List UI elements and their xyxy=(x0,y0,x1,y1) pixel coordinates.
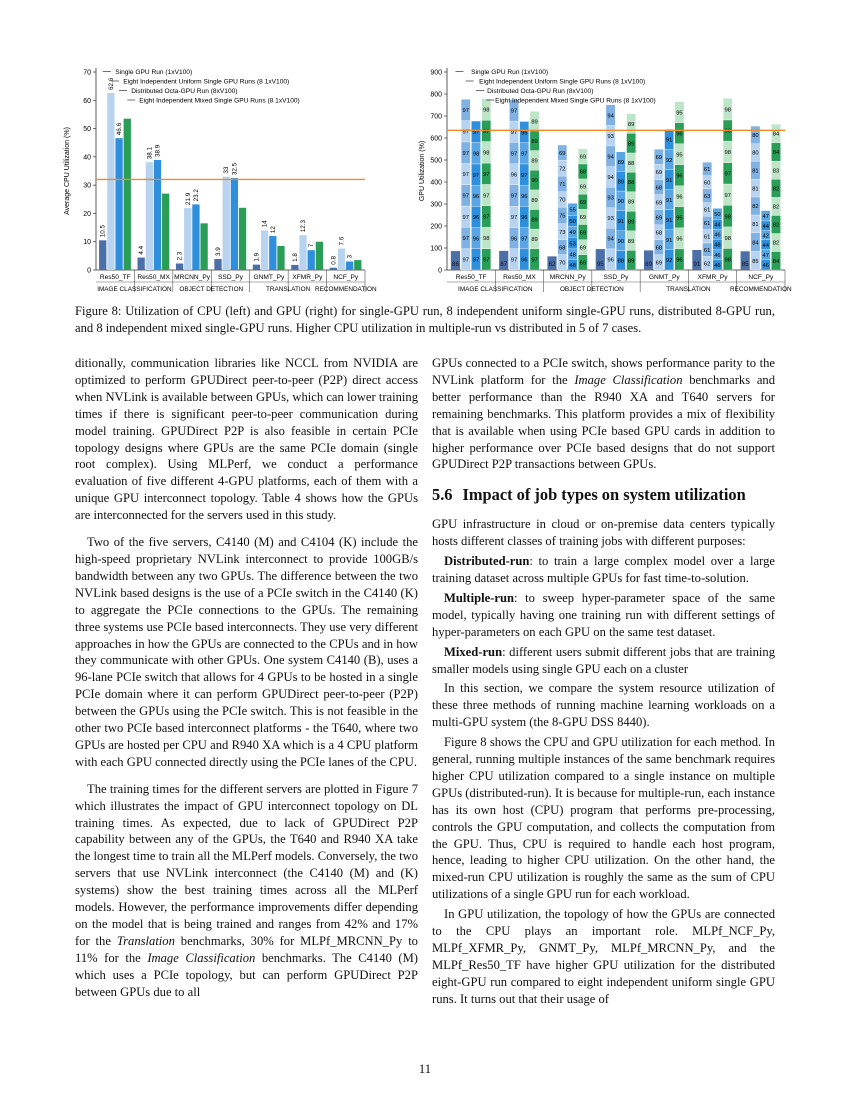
data-label: 97 xyxy=(510,129,518,136)
bar xyxy=(146,162,153,270)
data-label: 89 xyxy=(617,159,625,166)
data-label: 69 xyxy=(579,260,587,267)
data-label: 21.9 xyxy=(184,192,192,206)
data-label: 98 xyxy=(724,257,731,264)
bar xyxy=(184,208,191,270)
data-label: 2.3 xyxy=(176,251,184,261)
x-tick-label: Res50_TF xyxy=(99,274,131,281)
x-tick-label: SSD_Py xyxy=(603,274,629,281)
data-label: 98 xyxy=(724,214,731,221)
data-label: 68 xyxy=(655,245,663,252)
group-label: OBJECT DETECTION xyxy=(179,286,244,293)
data-label: 92 xyxy=(665,157,673,164)
y-tick-label: 400 xyxy=(430,179,442,187)
y-tick-label: 300 xyxy=(430,201,442,209)
data-label: 89 xyxy=(627,238,635,245)
data-label: 69 xyxy=(655,170,663,177)
data-label: 96 xyxy=(676,236,683,243)
data-label: 61 xyxy=(703,167,711,174)
paragraph: In this section, we compare the system resource utilization of these three methods of running machine learning workloads on a multi-GPU system (the 8-GPU DSS 8440). xyxy=(432,681,775,730)
paragraph: GPUs connected to a PCIe switch, shows performance parity to the NVLink platform for the Image Classification benchmarks and better performance than the R940 XA and T640 servers for remaining benchmarks. This platform provides a mix of flexibility that is available when using PCIe based GPU cards in addition to higher performance over PCIe based designs that do not support GPUDirect P2P transactions between GPUs. xyxy=(432,356,776,472)
data-label: 1.8 xyxy=(291,253,299,262)
x-tick-label: XFMR_Py xyxy=(292,274,323,281)
data-label: 94 xyxy=(607,236,614,243)
data-label: 97 xyxy=(483,214,490,221)
group-label: RECOMMENDATION xyxy=(730,286,792,293)
y-tick-label: 0 xyxy=(87,267,91,275)
y-axis-label: Average CPU Utilization (%) xyxy=(64,127,71,215)
bar xyxy=(277,246,284,270)
bar xyxy=(308,250,315,270)
data-label: 97 xyxy=(724,192,731,199)
data-label: 91 xyxy=(665,197,673,204)
bar xyxy=(253,265,260,270)
paragraph: Two of the five servers, C4140 (M) and C4104 (K) include the high-speed proprietary NVLink interconnect to provide 100GB/s bandwidth between any two GPUs. The difference between the two NVLink based designs is the use of a PCIe switch in the C4140 (K) to aggregate the PCIe connections to the GPUs. The remaining three systems use PCIe based interconnects. They use very different approaches in how the GPUs are connected to the CPUs and in how they communicate with other GPUs. One system C4140 (B), uses a 96-lane PCIe switch that allows for 4 GPUs to be hosted in a single PCIe domain where it can perform GPUDirect peer-to-peer (P2P) between the GPUs using the PCIe switch. This is not feasible in the other two PCIe based interconnect platforms - the T640, where two GPUs are hosted per CPU and R940 XA which is a 4 CPU platform with each GPU connected directly using the PCIe lanes of the CPU. xyxy=(75,535,418,769)
data-label: 98 xyxy=(483,107,490,114)
data-label: 50 xyxy=(714,212,721,219)
data-label: 91 xyxy=(665,177,673,184)
bar xyxy=(299,235,306,270)
x-tick-label: GNMT_Py xyxy=(648,274,680,281)
data-label: 91 xyxy=(693,261,701,268)
y-tick-label: 200 xyxy=(430,223,442,231)
bar xyxy=(162,194,169,270)
data-label: 97 xyxy=(510,257,518,264)
paragraph: The training times for the different servers are plotted in Figure 7 which illustrates the impact of GPU interconnect topology on DL training times. As expected, due to lack of GPUDirect P2P capability between any of the GPUs, the T640 and R940 XA take the longest time to train all the MLPerf models. Conversely, the two servers that use NVLink interconnect (the C4140 (M) and (K) systems) show the best training times across all the MLPerf models. However, the performance improvements differ depending on the model that is being trained and ranges from 42% and 17% for the Translation benchmarks, 30% for MLPf_MRCNN_Py to 11% for the Image Classification benchmarks. The C4140 (M) which uses a PCIe topology, but can perform GPUDirect P2P between GPUs due to all xyxy=(75,781,418,999)
data-label: 14 xyxy=(261,220,269,228)
data-label: 12.3 xyxy=(300,219,308,233)
bar xyxy=(354,260,361,270)
data-label: 62.6 xyxy=(107,77,115,90)
data-label: 90 xyxy=(617,199,625,206)
data-label: 98 xyxy=(483,236,490,243)
data-label: 72 xyxy=(559,166,566,173)
left-column xyxy=(75,355,418,1001)
y-axis-label: GPU Utilization (%) xyxy=(419,140,426,202)
x-tick-label: NCF_Py xyxy=(748,274,774,281)
bar xyxy=(176,263,183,270)
data-label: 48 xyxy=(569,262,576,269)
y-tick-label: 20 xyxy=(83,210,91,218)
bar xyxy=(261,230,268,270)
data-label: 68 xyxy=(655,230,663,237)
data-label: 94 xyxy=(607,154,614,161)
data-label: 46 xyxy=(762,263,769,270)
bar xyxy=(99,240,106,270)
data-label: 89 xyxy=(627,121,635,128)
data-label: 73 xyxy=(559,229,566,236)
data-label: 89 xyxy=(617,179,625,186)
data-label: 82 xyxy=(772,186,780,193)
data-label: 69 xyxy=(655,215,663,222)
bar xyxy=(138,258,145,270)
data-label: 97 xyxy=(724,171,731,178)
bar xyxy=(231,178,238,270)
data-label: 7 xyxy=(308,243,316,248)
data-label: 38.9 xyxy=(154,144,162,157)
data-label: 82 xyxy=(752,204,759,211)
data-label: 96 xyxy=(521,194,528,201)
bar xyxy=(214,259,221,270)
definition-distributed-run: Distributed-run: to train a large complex model over a large training dataset across multiple GPUs for fast time-to-solution. xyxy=(432,554,775,585)
data-label: 61 xyxy=(703,207,711,214)
data-label: 87 xyxy=(500,261,508,268)
data-label: 69 xyxy=(579,154,587,161)
data-label: 96 xyxy=(510,236,518,243)
data-label: 97 xyxy=(510,215,518,222)
data-label: 53 xyxy=(569,241,576,248)
data-label: 95 xyxy=(676,215,683,222)
bar xyxy=(124,119,131,270)
x-tick-label: SSD_Py xyxy=(218,274,243,281)
x-tick-label: GNMT_Py xyxy=(253,274,285,281)
y-tick-label: 900 xyxy=(430,69,442,77)
bar xyxy=(330,268,337,270)
data-label: 91 xyxy=(617,219,625,226)
y-tick-label: 60 xyxy=(83,97,91,105)
data-label: 62 xyxy=(703,261,711,268)
x-tick-label: Res50_MX xyxy=(503,274,536,281)
data-label: 84 xyxy=(752,240,759,247)
data-label: 44 xyxy=(714,222,721,229)
data-label: 86 xyxy=(452,261,459,268)
y-tick-label: 100 xyxy=(430,245,442,253)
cpu-utilization-chart xyxy=(60,60,377,300)
data-label: 84 xyxy=(772,258,780,265)
x-tick-label: NCF_Py xyxy=(333,274,359,281)
data-label: 69 xyxy=(655,200,663,207)
data-label: 4.4 xyxy=(138,245,146,255)
data-label: 42 xyxy=(762,233,769,240)
y-tick-label: 700 xyxy=(430,113,442,121)
data-label: 81 xyxy=(752,222,759,229)
bar xyxy=(115,138,122,270)
data-label: 97 xyxy=(462,150,469,157)
data-label: 68 xyxy=(559,245,566,252)
data-label: 97 xyxy=(462,108,469,115)
data-label: 69 xyxy=(579,215,587,222)
data-label: 80 xyxy=(752,133,759,140)
data-label: 61 xyxy=(703,247,711,254)
group-label: IMAGE CLASSIFICATION xyxy=(97,286,172,293)
legend-entry: Single GPU Run (1xV100) xyxy=(115,69,193,76)
data-label: 44 xyxy=(762,242,769,249)
data-label: 89 xyxy=(531,138,538,145)
group-label: TRANSLATION xyxy=(666,286,711,293)
y-tick-label: 800 xyxy=(430,91,442,99)
data-label: 47 xyxy=(762,213,769,220)
y-tick-label: 0 xyxy=(438,267,442,275)
data-label: 61 xyxy=(703,221,711,228)
data-label: 3 xyxy=(346,254,354,259)
data-label: 97 xyxy=(462,193,469,200)
data-label: 96 xyxy=(510,172,518,179)
data-label: 12 xyxy=(269,226,277,234)
definition-mixed-run: Mixed-run: different users submit different jobs that are training smaller models using single GPU each on a cluster xyxy=(432,644,775,676)
figure-caption: Figure 8: Utilization of CPU (left) and GPU (right) for single-GPU run, 8 independent uniform single-GPU runs, distributed 8-GPU run, and 8 independent mixed single-GPU runs. Higher CPU utilization in multiple-run vs distributed in 5 of 7 cases. xyxy=(75,304,775,335)
paragraph: In GPU utilization, the topology of how the GPUs are connected to the CPU plays an important role. MLPf_NCF_Py, MLPf_XFMR_Py, GNMT_Py, MLPf_MRCNN_Py, and the MLPf_Res50_TF have higher GPU utilization for the distributed eight-GPU run compared to eight independent uniform single GPU runs. It turns out that their usage of xyxy=(432,907,775,1006)
data-label: 93 xyxy=(607,195,614,202)
data-label: 97 xyxy=(462,257,469,264)
data-label: 85 xyxy=(741,261,749,268)
data-label: 95 xyxy=(676,110,683,117)
bar xyxy=(291,265,298,270)
data-label: 92 xyxy=(665,258,673,265)
data-label: 81 xyxy=(752,186,759,193)
bar xyxy=(223,177,230,270)
data-label: 96 xyxy=(724,128,731,135)
data-label: 3.9 xyxy=(215,247,223,256)
data-label: 46 xyxy=(714,253,721,260)
definition-multiple-run: Multiple-run: to sweep hyper-parameter space of the same model, typically having one training run with different settings of hyper-parameters on each GPU on the same test dataset. xyxy=(432,590,775,639)
data-label: 89 xyxy=(627,258,635,265)
bar xyxy=(154,160,161,270)
data-label: 84 xyxy=(772,150,780,157)
data-label: 90 xyxy=(531,178,538,185)
data-label: 97 xyxy=(521,151,528,158)
data-label: 88 xyxy=(627,180,635,187)
x-tick-label: XFMR_Py xyxy=(697,274,728,281)
data-label: 83 xyxy=(772,168,780,175)
data-label: 96 xyxy=(676,131,683,138)
data-label: 91 xyxy=(665,217,673,224)
y-tick-label: 600 xyxy=(430,135,442,143)
data-label: 98 xyxy=(472,151,480,158)
data-label: 7.6 xyxy=(338,236,346,246)
data-label: 82 xyxy=(772,204,780,211)
bar xyxy=(239,208,246,270)
data-label: 89 xyxy=(531,197,538,204)
data-label: 69 xyxy=(579,245,587,252)
bar xyxy=(269,236,276,270)
data-label: 97 xyxy=(510,193,518,200)
data-label: 97 xyxy=(483,257,490,264)
group-label: RECOMMENDATION xyxy=(314,286,377,293)
paragraph: Figure 8 shows the CPU and GPU utilization for each method. In general, running multiple instances of the same benchmark requires higher CPU utilization compared to a single instance on multiple GPUs (distributed-run). It is because for multiple-run, each instance has its own host (CPU) program that performs pre-processing, controls the GPU computation, and collects the computation from the GPU. Thus, CPU is required to handle each host program, hence, leading to higher CPU utilization. On the other hand, the mixed-run CPU utilization is roughly the same as the sum of CPU utilizations of a single GPU run for each workload. xyxy=(432,735,775,902)
data-label: 96 xyxy=(521,257,528,264)
data-label: 88 xyxy=(627,160,635,167)
data-label: 69 xyxy=(579,230,587,237)
legend-entry: Distributed Octa-GPU Run (8xV100) xyxy=(131,88,238,95)
group-label: TRANSLATION xyxy=(266,286,311,293)
data-label: 55 xyxy=(569,207,576,214)
x-tick-label: MRCNN_Py xyxy=(549,274,586,281)
data-label: 96 xyxy=(521,130,528,137)
legend-entry: Distributed Octa-GPU Run (8xV100) xyxy=(487,88,594,95)
data-label: 89 xyxy=(531,119,538,126)
data-label: 49 xyxy=(569,230,576,237)
bar xyxy=(316,242,323,270)
legend-entry: Eight Independent Mixed Single GPU Runs (8 1xV100) xyxy=(495,97,656,105)
data-label: 46 xyxy=(714,263,721,270)
data-label: 62 xyxy=(548,261,556,268)
data-label: 98 xyxy=(483,150,490,157)
data-label: 82 xyxy=(772,240,780,247)
data-label: 69 xyxy=(655,260,663,267)
data-label: 60 xyxy=(703,180,711,187)
y-tick-label: 30 xyxy=(83,182,91,190)
data-label: 98 xyxy=(724,150,731,157)
data-label: 88 xyxy=(617,258,625,265)
data-label: 97 xyxy=(510,151,518,158)
data-label: 89 xyxy=(531,217,538,224)
y-tick-label: 10 xyxy=(83,239,91,247)
data-label: 89 xyxy=(531,158,538,165)
data-label: 96 xyxy=(676,173,683,180)
data-label: 69 xyxy=(579,199,587,206)
data-label: 97 xyxy=(472,129,480,136)
data-label: 96 xyxy=(472,236,480,243)
data-label: 93 xyxy=(607,133,614,140)
data-label: 38.1 xyxy=(146,146,154,160)
data-label: 81 xyxy=(752,168,759,175)
data-label: 89 xyxy=(531,237,538,244)
data-label: 70 xyxy=(559,197,566,204)
data-label: 89 xyxy=(645,261,653,268)
data-label: 91 xyxy=(665,237,673,244)
data-label: 97 xyxy=(462,172,469,179)
data-label: 90 xyxy=(617,238,625,245)
page-number: 11 xyxy=(418,1062,432,1076)
data-label: 63 xyxy=(703,193,711,200)
bar xyxy=(192,204,199,270)
legend-entry: Eight Independent Uniform Single GPU Runs (8 1xV100) xyxy=(123,78,290,86)
data-label: 85 xyxy=(752,258,759,265)
data-label: 95 xyxy=(596,261,604,268)
data-label: 71 xyxy=(559,182,566,189)
data-label: 97 xyxy=(483,193,490,200)
data-label: 69 xyxy=(579,184,587,191)
data-label: 82 xyxy=(772,222,780,229)
data-label: 44 xyxy=(762,223,769,230)
paragraph: GPU infrastructure in cloud or on-premise data centers typically hosts different classes of training jobs with different purposes: xyxy=(432,517,775,549)
x-tick-label: MRCNN_Py xyxy=(174,274,211,281)
figure-8 xyxy=(60,60,790,300)
data-label: 93 xyxy=(607,216,614,223)
y-tick-label: 70 xyxy=(83,69,91,77)
x-tick-label: Res50_MX xyxy=(137,274,170,281)
group-label: OBJECT DETECTION xyxy=(559,286,624,293)
data-label: 96 xyxy=(607,257,614,264)
data-label: 48 xyxy=(569,252,576,259)
gpu-utilization-chart xyxy=(415,60,790,300)
right-column xyxy=(432,355,775,1008)
data-label: 46.6 xyxy=(116,122,124,136)
bar xyxy=(338,249,345,270)
data-label: 98 xyxy=(724,107,731,114)
bar xyxy=(346,262,353,270)
data-label: 98 xyxy=(724,235,731,242)
group-label: IMAGE CLASSIFICATION xyxy=(458,286,533,293)
data-label: 23.2 xyxy=(192,189,200,202)
data-label: 96 xyxy=(676,194,683,201)
data-label: 0.8 xyxy=(330,255,338,265)
y-tick-label: 500 xyxy=(430,157,442,165)
data-label: 10.5 xyxy=(99,225,107,238)
legend-entry: Eight Independent Mixed Single GPU Runs (8 1xV100) xyxy=(139,97,300,105)
data-label: 97 xyxy=(472,257,480,264)
data-label: 97 xyxy=(521,172,528,179)
data-label: 97 xyxy=(483,171,490,178)
bar xyxy=(200,223,207,270)
section-heading: 5.6 Impact of job types on system utilization xyxy=(432,485,746,505)
data-label: 50 xyxy=(569,219,576,226)
x-tick-label: Res50_TF xyxy=(455,274,487,281)
data-label: 48 xyxy=(714,242,721,249)
data-label: 33 xyxy=(223,166,231,174)
data-label: 46 xyxy=(714,232,721,239)
data-label: 97 xyxy=(521,236,528,243)
data-label: 32.5 xyxy=(231,162,239,176)
data-label: 94 xyxy=(607,113,614,120)
paragraph: ditionally, communication libraries like NCCL from NVIDIA are optimized to perform GPUDirect peer-to-peer (P2P) direct access when NVLink is available between GPUs, which can lower training times if there is significant peer-to-peer communication during model training. GPUDirect P2P is also feasible in certain PCIe topology designs where GPUs are the same PCIe domain (single root complex). Using MLPerf, we conduct a performance evaluation of five different 4-GPU platforms, each of them with a unique GPU interconnect topology. Table 4 shows how the GPUs are interconnected for the servers used in this study. xyxy=(75,356,418,523)
data-label: 96 xyxy=(472,215,480,222)
legend-entry: Eight Independent Uniform Single GPU Runs (8 1xV100) xyxy=(479,78,646,86)
data-label: 97 xyxy=(483,129,490,136)
y-tick-label: 50 xyxy=(83,126,91,134)
data-label: 97 xyxy=(510,108,518,115)
data-label: 97 xyxy=(462,129,469,136)
data-label: 91 xyxy=(665,137,673,144)
y-tick-label: 40 xyxy=(83,154,91,162)
data-label: 97 xyxy=(462,214,469,221)
data-label: 97 xyxy=(462,236,469,243)
data-label: 97 xyxy=(472,172,480,179)
data-label: 96 xyxy=(676,257,683,264)
data-label: 96 xyxy=(472,194,480,201)
data-label: 61 xyxy=(703,234,711,241)
data-label: 68 xyxy=(579,169,587,176)
data-label: 47 xyxy=(762,252,769,259)
data-label: 68 xyxy=(655,185,663,192)
data-label: 80 xyxy=(752,150,759,157)
data-label: 97 xyxy=(531,257,538,264)
data-label: 94 xyxy=(607,175,614,182)
data-label: 70 xyxy=(559,260,566,267)
data-label: 1.9 xyxy=(253,252,261,262)
data-label: 96 xyxy=(521,215,528,222)
data-label: 89 xyxy=(627,199,635,206)
data-label: 89 xyxy=(627,141,635,148)
data-label: 75 xyxy=(559,213,566,220)
bar xyxy=(107,93,114,270)
data-label: 95 xyxy=(676,152,683,159)
data-label: 89 xyxy=(627,219,635,226)
data-label: 69 xyxy=(655,155,663,162)
data-label: 69 xyxy=(559,150,566,157)
data-label: 84 xyxy=(772,131,780,138)
legend-entry: Single GPU Run (1xV100) xyxy=(471,69,549,76)
